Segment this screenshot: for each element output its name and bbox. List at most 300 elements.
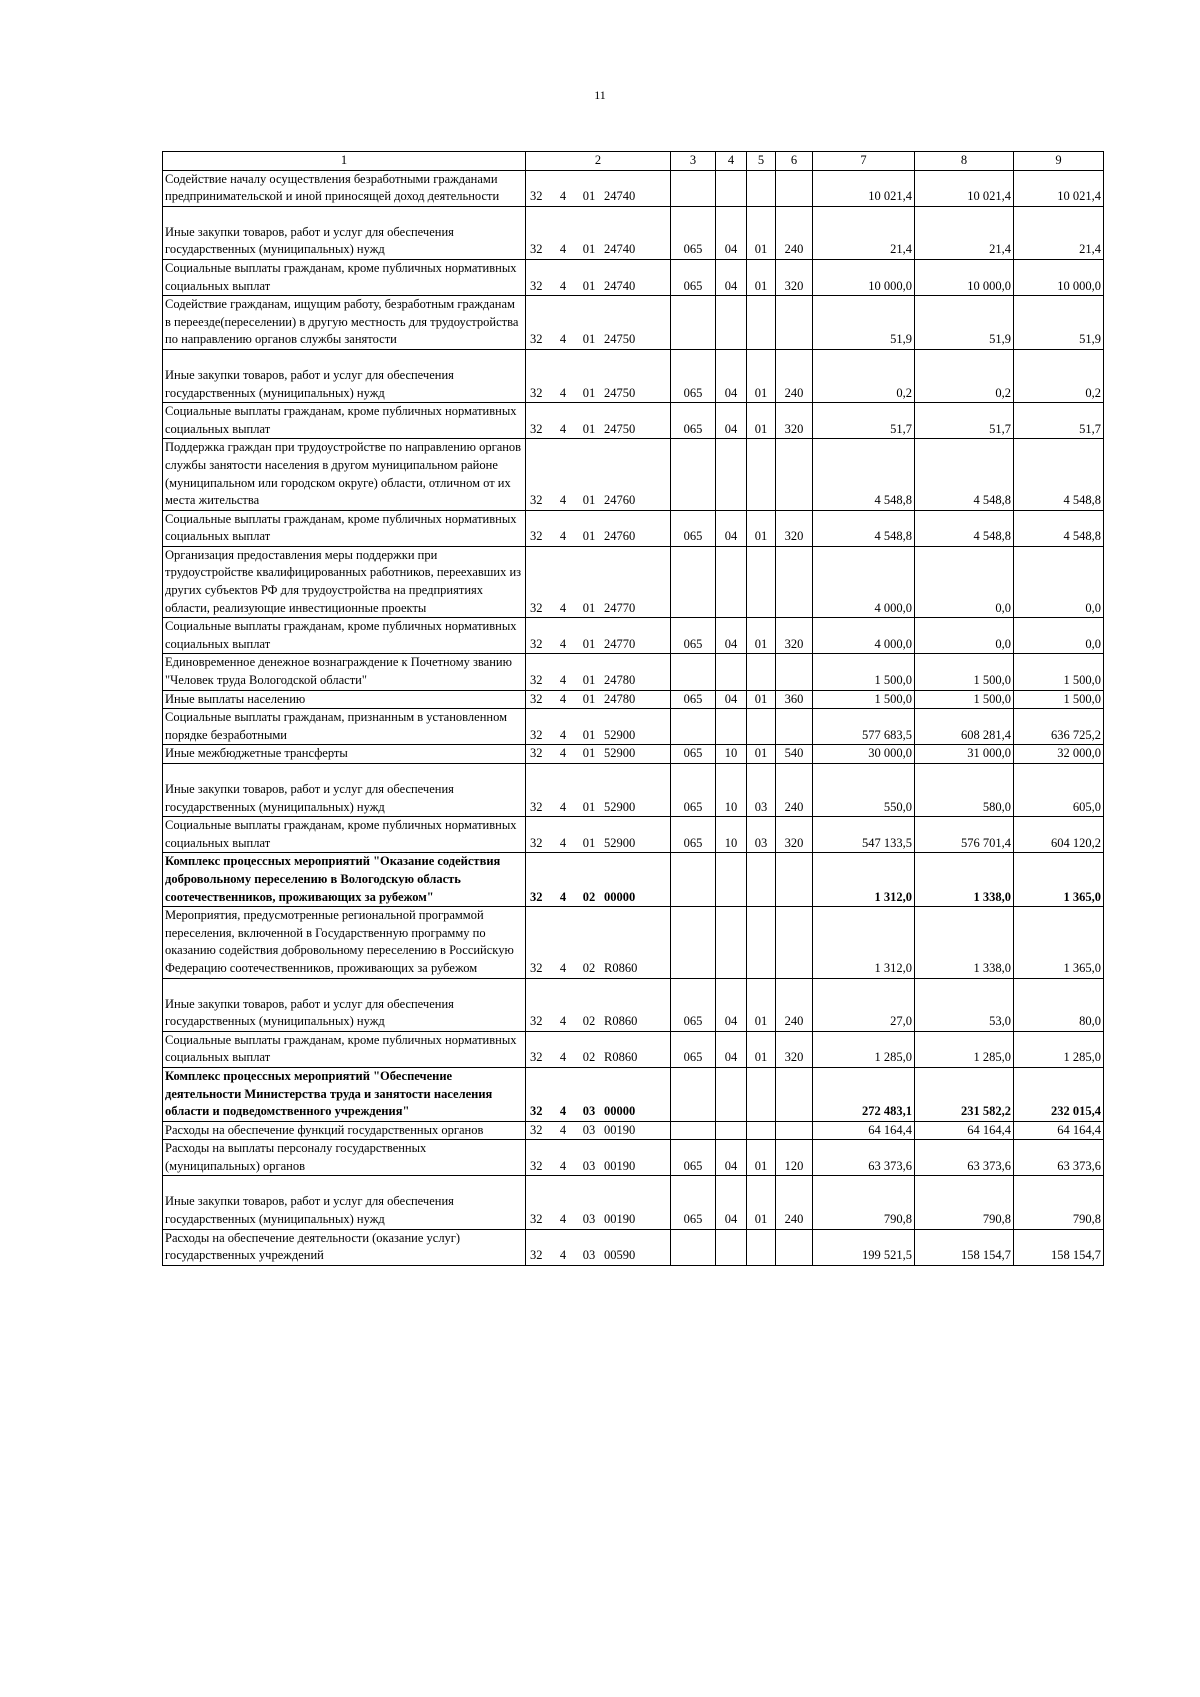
table-row <box>163 978 1104 1031</box>
amount-col-9: 1 365,0 <box>1014 907 1104 978</box>
table-row <box>163 1140 1104 1176</box>
ministry-code: 065 <box>671 259 716 295</box>
subsection-code <box>747 1067 776 1121</box>
amount-col-8: 10 000,0 <box>915 259 1014 295</box>
budget-code-part: 32 <box>530 493 543 508</box>
amount-col-9: 32 000,0 <box>1014 745 1104 764</box>
amount-col-9: 0,0 <box>1014 546 1104 617</box>
amount-col-8: 1 338,0 <box>915 907 1014 978</box>
section-code: 10 <box>716 764 747 817</box>
amount-col-9: 4 548,8 <box>1014 439 1104 510</box>
budget-code-part: 32 <box>530 1158 543 1173</box>
amount-col-7: 10 000,0 <box>813 259 915 295</box>
table-row <box>163 1176 1104 1229</box>
table-row <box>163 1067 1104 1121</box>
amount-col-7: 547 133,5 <box>813 817 915 853</box>
row-description: Социальные выплаты гражданам, кроме публичных нормативных социальных выплат <box>163 510 526 546</box>
subsection-code <box>747 439 776 510</box>
section-code: 04 <box>716 349 747 402</box>
section-code <box>716 1067 747 1121</box>
table-row <box>163 907 1104 978</box>
ministry-code: 065 <box>671 764 716 817</box>
ministry-code <box>671 296 716 350</box>
section-code: 04 <box>716 403 747 439</box>
budget-code-part: 4 <box>559 529 567 544</box>
amount-col-8: 0,2 <box>915 349 1014 402</box>
table-body <box>163 170 1104 1265</box>
expense-type-code: 240 <box>776 1176 813 1229</box>
row-description: Мероприятия, предусмотренные региональной программой переселения, включенной в Государственную программу по оказанию содействия добровольному переселению в Российскую Федерацию соотечественников, проживающих за рубежом <box>163 907 526 978</box>
ministry-code: 065 <box>671 1140 716 1176</box>
subsection-code <box>747 709 776 745</box>
budget-code-part: 01 <box>582 727 596 742</box>
budget-code-part: 01 <box>582 493 596 508</box>
expense-type-code <box>776 546 813 617</box>
budget-code <box>526 745 671 764</box>
budget-code-part: R0860 <box>604 1014 638 1029</box>
amount-col-8: 63 373,6 <box>915 1140 1014 1176</box>
row-description: Социальные выплаты гражданам, кроме публичных нормативных социальных выплат <box>163 259 526 295</box>
header-cell: 4 <box>716 152 747 171</box>
subsection-code <box>747 170 776 206</box>
amount-col-9: 64 164,4 <box>1014 1121 1104 1140</box>
budget-code-part: R0860 <box>604 960 638 975</box>
expense-type-code <box>776 1121 813 1140</box>
subsection-code: 01 <box>747 259 776 295</box>
subsection-code: 01 <box>747 1140 776 1176</box>
ministry-code: 065 <box>671 510 716 546</box>
amount-col-9: 10 021,4 <box>1014 170 1104 206</box>
budget-code-part: 4 <box>559 691 567 706</box>
budget-code-part: 4 <box>559 835 567 850</box>
amount-col-9: 604 120,2 <box>1014 817 1104 853</box>
amount-col-7: 63 373,6 <box>813 1140 915 1176</box>
budget-code-part: 32 <box>530 835 543 850</box>
row-description: Иные закупки товаров, работ и услуг для обеспечения государственных (муниципальных) нужд <box>163 206 526 259</box>
ministry-code <box>671 439 716 510</box>
budget-code-part: 32 <box>530 1212 543 1227</box>
ministry-code <box>671 546 716 617</box>
section-code <box>716 907 747 978</box>
amount-col-8: 0,0 <box>915 618 1014 654</box>
amount-col-8: 231 582,2 <box>915 1067 1014 1121</box>
table-row <box>163 1121 1104 1140</box>
expense-type-code: 320 <box>776 1031 813 1067</box>
budget-code-part: 24740 <box>604 242 636 257</box>
subsection-code <box>747 1229 776 1265</box>
amount-col-9: 790,8 <box>1014 1176 1104 1229</box>
row-description: Социальные выплаты гражданам, кроме публичных нормативных социальных выплат <box>163 1031 526 1067</box>
amount-col-8: 1 285,0 <box>915 1031 1014 1067</box>
amount-col-8: 64 164,4 <box>915 1121 1014 1140</box>
budget-code-part: 52900 <box>604 835 636 850</box>
amount-col-9: 1 500,0 <box>1014 690 1104 709</box>
section-code: 04 <box>716 206 747 259</box>
budget-code-part: 4 <box>559 1158 567 1173</box>
amount-col-7: 27,0 <box>813 978 915 1031</box>
table-row <box>163 259 1104 295</box>
amount-col-7: 64 164,4 <box>813 1121 915 1140</box>
expense-type-code: 320 <box>776 817 813 853</box>
ministry-code <box>671 853 716 907</box>
ministry-code <box>671 170 716 206</box>
expense-type-code: 240 <box>776 978 813 1031</box>
subsection-code: 01 <box>747 618 776 654</box>
row-description: Комплекс процессных мероприятий "Оказание содействия добровольному переселению в Вологодскую область соотечественников, проживающих за рубежом" <box>163 853 526 907</box>
budget-code-part: 24760 <box>604 529 636 544</box>
subsection-code: 01 <box>747 745 776 764</box>
budget-code-part: 24770 <box>604 636 636 651</box>
budget-code-part: 01 <box>582 278 596 293</box>
budget-code-part: 4 <box>559 799 567 814</box>
amount-col-8: 10 021,4 <box>915 170 1014 206</box>
ministry-code: 065 <box>671 349 716 402</box>
budget-code-part: 03 <box>582 1158 596 1173</box>
amount-col-8: 790,8 <box>915 1176 1014 1229</box>
budget-code <box>526 1067 671 1121</box>
budget-code-part: 32 <box>530 600 543 615</box>
expense-type-code <box>776 296 813 350</box>
budget-code-part: 01 <box>582 242 596 257</box>
amount-col-7: 10 021,4 <box>813 170 915 206</box>
table-row <box>163 709 1104 745</box>
budget-table <box>162 151 1104 1266</box>
amount-col-9: 10 000,0 <box>1014 259 1104 295</box>
subsection-code <box>747 907 776 978</box>
header-cell: 5 <box>747 152 776 171</box>
amount-col-7: 1 500,0 <box>813 654 915 690</box>
budget-code-part: 02 <box>582 889 596 904</box>
budget-code-part: 52900 <box>604 746 636 761</box>
budget-code-part: 01 <box>582 673 596 688</box>
amount-col-7: 1 312,0 <box>813 853 915 907</box>
budget-code-part: 02 <box>582 1050 596 1065</box>
budget-code-part: 52900 <box>604 799 636 814</box>
budget-code-part: 00190 <box>604 1158 636 1173</box>
budget-code-part: 4 <box>559 278 567 293</box>
header-cell: 8 <box>915 152 1014 171</box>
expense-type-code <box>776 853 813 907</box>
budget-code-part: 32 <box>530 799 543 814</box>
amount-col-7: 4 000,0 <box>813 546 915 617</box>
budget-code-part: 4 <box>559 385 567 400</box>
expense-type-code: 320 <box>776 259 813 295</box>
amount-col-8: 608 281,4 <box>915 709 1014 745</box>
amount-col-7: 577 683,5 <box>813 709 915 745</box>
expense-type-code: 360 <box>776 690 813 709</box>
ministry-code <box>671 709 716 745</box>
amount-col-9: 0,2 <box>1014 349 1104 402</box>
table-row <box>163 817 1104 853</box>
budget-code-part: 01 <box>582 529 596 544</box>
expense-type-code: 320 <box>776 403 813 439</box>
budget-code-part: 4 <box>559 1122 567 1137</box>
table-row <box>163 745 1104 764</box>
budget-code-part: 32 <box>530 242 543 257</box>
budget-code <box>526 510 671 546</box>
amount-col-9: 51,7 <box>1014 403 1104 439</box>
budget-code-part: 01 <box>582 600 596 615</box>
page-number: 11 <box>594 88 606 102</box>
amount-col-7: 1 500,0 <box>813 690 915 709</box>
budget-code-part: 32 <box>530 1104 543 1119</box>
amount-col-7: 21,4 <box>813 206 915 259</box>
amount-col-7: 4 548,8 <box>813 439 915 510</box>
budget-code-part: 01 <box>582 835 596 850</box>
budget-code-part: 32 <box>530 727 543 742</box>
amount-col-9: 158 154,7 <box>1014 1229 1104 1265</box>
budget-code-part: 24780 <box>604 673 636 688</box>
budget-code-part: 4 <box>559 673 567 688</box>
amount-col-9: 1 365,0 <box>1014 853 1104 907</box>
amount-col-7: 1 285,0 <box>813 1031 915 1067</box>
budget-code-part: 4 <box>559 727 567 742</box>
budget-code-part: 01 <box>582 189 596 204</box>
budget-code <box>526 349 671 402</box>
budget-code <box>526 690 671 709</box>
table-row <box>163 853 1104 907</box>
budget-code-part: 32 <box>530 889 543 904</box>
budget-code-part: 03 <box>582 1248 596 1263</box>
budget-code <box>526 296 671 350</box>
section-code: 04 <box>716 690 747 709</box>
budget-code-part: 32 <box>530 1122 543 1137</box>
row-description: Социальные выплаты гражданам, кроме публичных нормативных социальных выплат <box>163 817 526 853</box>
row-description: Социальные выплаты гражданам, признанным в установленном порядке безработными <box>163 709 526 745</box>
budget-code-part: 4 <box>559 1104 567 1119</box>
row-description: Иные межбюджетные трансферты <box>163 745 526 764</box>
ministry-code <box>671 1121 716 1140</box>
budget-code-part: 01 <box>582 332 596 347</box>
budget-code-part: 4 <box>559 1014 567 1029</box>
section-code: 04 <box>716 510 747 546</box>
row-description: Расходы на обеспечение деятельности (оказание услуг) государственных учреждений <box>163 1229 526 1265</box>
subsection-code: 01 <box>747 510 776 546</box>
budget-code <box>526 1031 671 1067</box>
header-cell: 7 <box>813 152 915 171</box>
budget-code-part: 4 <box>559 1248 567 1263</box>
budget-code-part: R0860 <box>604 1050 638 1065</box>
table-row <box>163 206 1104 259</box>
table-row <box>163 403 1104 439</box>
ministry-code <box>671 1229 716 1265</box>
row-description: Расходы на обеспечение функций государственных органов <box>163 1121 526 1140</box>
budget-code-part: 24760 <box>604 493 636 508</box>
section-code: 04 <box>716 618 747 654</box>
budget-code <box>526 439 671 510</box>
budget-code-part: 03 <box>582 1212 596 1227</box>
budget-code-part: 01 <box>582 385 596 400</box>
budget-code-part: 4 <box>559 332 567 347</box>
row-description: Иные закупки товаров, работ и услуг для обеспечения государственных (муниципальных) нужд <box>163 349 526 402</box>
budget-code-part: 32 <box>530 189 543 204</box>
budget-code-part: 00000 <box>604 889 636 904</box>
row-description: Поддержка граждан при трудоустройстве по направлению органов службы занятости населения в другом муниципальном районе (муниципальном или городском округе) области, отличном от их места жительства <box>163 439 526 510</box>
ministry-code: 065 <box>671 690 716 709</box>
header-cell: 3 <box>671 152 716 171</box>
row-description: Иные закупки товаров, работ и услуг для обеспечения государственных (муниципальных) нужд <box>163 764 526 817</box>
amount-col-8: 53,0 <box>915 978 1014 1031</box>
budget-code <box>526 546 671 617</box>
row-description: Комплекс процессных мероприятий "Обеспечение деятельности Министерства труда и занятости населения области и подведомственного учреждения" <box>163 1067 526 1121</box>
budget-code-part: 01 <box>582 636 596 651</box>
budget-code-part: 4 <box>559 960 567 975</box>
table-row <box>163 510 1104 546</box>
amount-col-7: 4 548,8 <box>813 510 915 546</box>
amount-col-7: 4 000,0 <box>813 618 915 654</box>
amount-col-8: 31 000,0 <box>915 745 1014 764</box>
budget-code-part: 01 <box>582 746 596 761</box>
expense-type-code <box>776 709 813 745</box>
amount-col-8: 576 701,4 <box>915 817 1014 853</box>
row-description: Единовременное денежное вознаграждение к Почетному званию "Человек труда Вологодской области" <box>163 654 526 690</box>
ministry-code: 065 <box>671 1031 716 1067</box>
amount-col-7: 199 521,5 <box>813 1229 915 1265</box>
expense-type-code <box>776 907 813 978</box>
budget-code-part: 24780 <box>604 691 636 706</box>
amount-col-9: 1 285,0 <box>1014 1031 1104 1067</box>
amount-col-9: 636 725,2 <box>1014 709 1104 745</box>
amount-col-9: 21,4 <box>1014 206 1104 259</box>
section-code <box>716 546 747 617</box>
section-code <box>716 853 747 907</box>
budget-code-part: 4 <box>559 189 567 204</box>
budget-code-part: 52900 <box>604 727 636 742</box>
subsection-code <box>747 654 776 690</box>
row-description: Содействие гражданам, ищущим работу, безработным гражданам в переезде(переселении) в другую местность для трудоустройства по направлению органов службы занятости <box>163 296 526 350</box>
amount-col-7: 1 312,0 <box>813 907 915 978</box>
budget-code-part: 03 <box>582 1122 596 1137</box>
budget-code-part: 32 <box>530 636 543 651</box>
row-description: Организация предоставления меры поддержки при трудоустройстве квалифицированных работников, переехавших из других субъектов РФ для трудоустройства на предприятиях области, реализующие инвестиционные проекты <box>163 546 526 617</box>
budget-code <box>526 170 671 206</box>
ministry-code: 065 <box>671 618 716 654</box>
row-description: Содействие началу осуществления безработными гражданами предпринимательской и иной приносящей доход деятельности <box>163 170 526 206</box>
table-row <box>163 690 1104 709</box>
budget-code <box>526 817 671 853</box>
budget-code-part: 02 <box>582 960 596 975</box>
ministry-code: 065 <box>671 817 716 853</box>
section-code <box>716 439 747 510</box>
table-row <box>163 349 1104 402</box>
budget-code-part: 32 <box>530 673 543 688</box>
header-cell: 9 <box>1014 152 1104 171</box>
subsection-code <box>747 296 776 350</box>
subsection-code: 03 <box>747 764 776 817</box>
budget-code <box>526 1140 671 1176</box>
subsection-code: 01 <box>747 1031 776 1067</box>
ministry-code: 065 <box>671 1176 716 1229</box>
budget-code-part: 32 <box>530 960 543 975</box>
subsection-code <box>747 1121 776 1140</box>
budget-code-part: 4 <box>559 746 567 761</box>
budget-code-part: 32 <box>530 385 543 400</box>
budget-code-part: 02 <box>582 1014 596 1029</box>
row-description: Иные закупки товаров, работ и услуг для обеспечения государственных (муниципальных) нужд <box>163 978 526 1031</box>
amount-col-7: 30 000,0 <box>813 745 915 764</box>
budget-code-part: 32 <box>530 746 543 761</box>
table-row <box>163 546 1104 617</box>
expense-type-code: 320 <box>776 510 813 546</box>
budget-code-part: 4 <box>559 421 567 436</box>
budget-code-part: 32 <box>530 691 543 706</box>
ministry-code: 065 <box>671 978 716 1031</box>
budget-code-part: 32 <box>530 1014 543 1029</box>
budget-code-part: 24750 <box>604 421 636 436</box>
ministry-code: 065 <box>671 745 716 764</box>
budget-code <box>526 853 671 907</box>
ministry-code <box>671 907 716 978</box>
row-description: Иные закупки товаров, работ и услуг для обеспечения государственных (муниципальных) нужд <box>163 1176 526 1229</box>
budget-code-part: 01 <box>582 799 596 814</box>
section-code: 10 <box>716 745 747 764</box>
expense-type-code <box>776 170 813 206</box>
budget-code-part: 00590 <box>604 1248 636 1263</box>
budget-code-part: 4 <box>559 636 567 651</box>
row-description: Социальные выплаты гражданам, кроме публичных нормативных социальных выплат <box>163 618 526 654</box>
budget-code-part: 24740 <box>604 189 636 204</box>
ministry-code <box>671 654 716 690</box>
amount-col-7: 790,8 <box>813 1176 915 1229</box>
section-code <box>716 709 747 745</box>
expense-type-code: 240 <box>776 349 813 402</box>
amount-col-9: 232 015,4 <box>1014 1067 1104 1121</box>
budget-code-part: 4 <box>559 1050 567 1065</box>
amount-col-9: 1 500,0 <box>1014 654 1104 690</box>
subsection-code: 03 <box>747 817 776 853</box>
amount-col-8: 21,4 <box>915 206 1014 259</box>
header-cell: 2 <box>526 152 671 171</box>
section-code <box>716 1229 747 1265</box>
amount-col-7: 0,2 <box>813 349 915 402</box>
budget-code-part: 24740 <box>604 278 636 293</box>
subsection-code <box>747 546 776 617</box>
budget-code-part: 24770 <box>604 600 636 615</box>
budget-code-part: 4 <box>559 600 567 615</box>
section-code <box>716 170 747 206</box>
budget-code-part: 4 <box>559 889 567 904</box>
amount-col-9: 0,0 <box>1014 618 1104 654</box>
budget-code-part: 01 <box>582 691 596 706</box>
budget-code-part: 32 <box>530 332 543 347</box>
expense-type-code: 120 <box>776 1140 813 1176</box>
table-row <box>163 618 1104 654</box>
amount-col-8: 158 154,7 <box>915 1229 1014 1265</box>
budget-code-part: 32 <box>530 529 543 544</box>
section-code: 04 <box>716 259 747 295</box>
header-row <box>163 152 1104 171</box>
table-row <box>163 170 1104 206</box>
amount-col-8: 1 500,0 <box>915 690 1014 709</box>
budget-code <box>526 709 671 745</box>
section-code: 04 <box>716 1140 747 1176</box>
amount-col-9: 4 548,8 <box>1014 510 1104 546</box>
budget-code-part: 24750 <box>604 332 636 347</box>
budget-code <box>526 259 671 295</box>
amount-col-8: 4 548,8 <box>915 439 1014 510</box>
amount-col-8: 1 500,0 <box>915 654 1014 690</box>
amount-col-9: 51,9 <box>1014 296 1104 350</box>
section-code: 04 <box>716 978 747 1031</box>
table-row <box>163 764 1104 817</box>
subsection-code: 01 <box>747 1176 776 1229</box>
budget-code-part: 32 <box>530 1248 543 1263</box>
table-row <box>163 296 1104 350</box>
amount-col-9: 605,0 <box>1014 764 1104 817</box>
table-row <box>163 654 1104 690</box>
subsection-code: 01 <box>747 978 776 1031</box>
expense-type-code <box>776 1067 813 1121</box>
